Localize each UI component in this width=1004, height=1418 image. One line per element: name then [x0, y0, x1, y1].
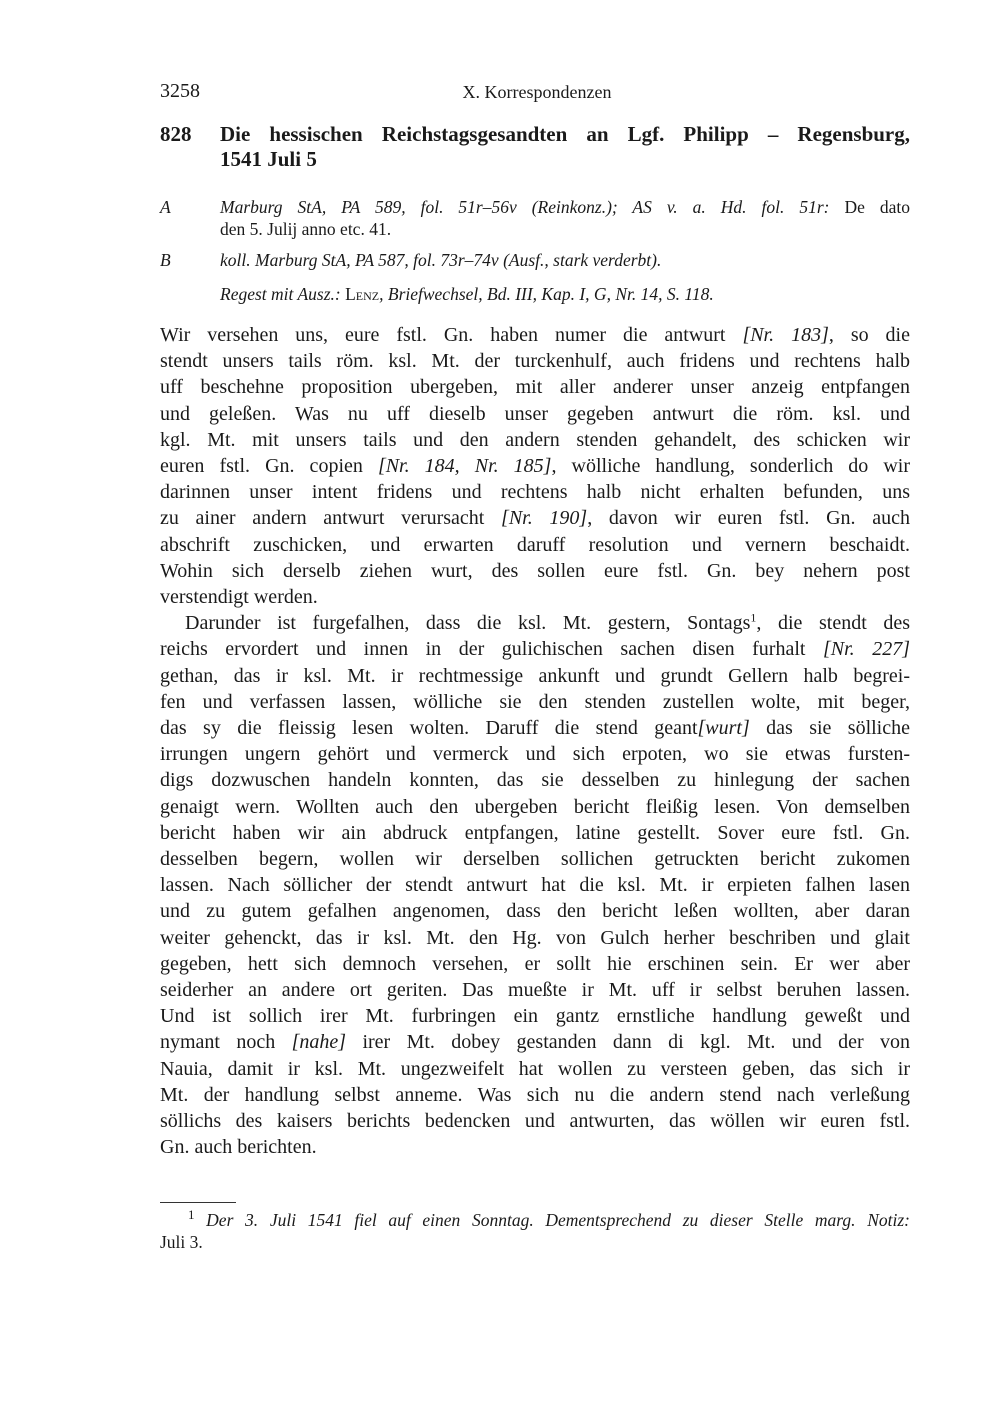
editorial-reference: [nahe]: [291, 1031, 347, 1054]
editorial-reference: [Nr. 183]: [742, 324, 829, 346]
regest-label: Regest mit Ausz.:: [220, 284, 341, 304]
text-segment: uff beschehne proposition ubergeben, mit aller anderer unser anzeig entpfangen: [160, 376, 910, 399]
text-segment: das sy die fleissig lesen wolten. Daruff die stend geant: [160, 717, 698, 740]
footnote-rule: [160, 1202, 236, 1203]
running-head: X. Korrespondenzen: [462, 82, 612, 102]
text-segment: bericht haben wir ain abdruck entpfangen, latine gestellt. Sover eure fstl. Gn.: [160, 821, 910, 844]
editorial-reference: [Nr. 190]: [501, 507, 588, 530]
editorial-reference: [Nr. 184, Nr. 185]: [377, 455, 552, 478]
paragraph: [160, 610, 910, 1160]
text-segment: Wir versehen uns, eure fstl. Gn. haben numer die antwurt: [160, 324, 743, 346]
source-note-cont: den 5. Julij anno etc. 41.: [220, 219, 392, 239]
document-number: 828: [160, 122, 192, 146]
footnote-text-cont: Juli 3.: [160, 1232, 203, 1252]
text-line: [160, 767, 910, 793]
footnote-text: Der 3. Juli 1541 fiel auf einen Sonntag. Dementsprechend zu dieser Stelle marg. Notiz:: [206, 1210, 911, 1230]
text-line: [160, 453, 910, 479]
footnote: [160, 1209, 910, 1253]
text-line: [160, 794, 910, 820]
regest-author: Lenz: [340, 284, 380, 304]
text-segment: gethan, das ir ksl. Mt. ir rechtmessige ankunft und grundt Gellern halb begrei-: [160, 664, 910, 687]
text-line: [160, 925, 910, 951]
text-line: [160, 1082, 910, 1108]
footnote-number: 1: [188, 1207, 195, 1223]
text-segment: euren fstl. Gn. copien: [160, 455, 378, 478]
source-label: A: [160, 197, 171, 217]
text-segment: fen und verfassen lassen, wölliche sie den stenden zustellen wolte, mit beger,: [160, 690, 910, 713]
text-line: [160, 374, 910, 400]
text-line: [160, 977, 910, 1003]
text-segment: stendt unsers tails röm. ksl. Mt. der turckenhulf, auch fridens und rechtens halb: [160, 350, 910, 373]
text-line: [160, 715, 910, 741]
text-line: [160, 322, 910, 348]
text-segment: genaigt wern. Wollten auch den ubergeben bericht fleißig lesen. Von demselben: [160, 795, 910, 818]
text-segment: Wohin sich derselb ziehen wurt, des sollen eure fstl. Gn. bey nehern post: [160, 559, 910, 582]
text-segment: reichs ervordert und innen in der gulichischen sachen disen furhalt: [160, 638, 823, 661]
text-line: [160, 689, 910, 715]
text-segment: Und ist sollich irer Mt. furbringen ein gantz ernstliche handlung geweßt und: [160, 1005, 910, 1028]
text-line: [160, 820, 910, 846]
text-line: [160, 872, 910, 898]
document-title: [220, 122, 910, 172]
text-line: [160, 610, 910, 636]
text-line: [160, 532, 910, 558]
text-segment: , die stendt des: [756, 612, 910, 635]
text-line: [160, 741, 910, 767]
text-line: [160, 1056, 910, 1082]
regest-citation: , Briefwechsel, Bd. III, Kap. I, G, Nr. 14, S. 118.: [379, 284, 714, 304]
text-line: [160, 427, 910, 453]
source-citation: Marburg StA, PA 589, fol. 51r–56v (Reinkonz.); AS v. a. Hd. fol. 51r:: [220, 197, 830, 217]
text-line: [160, 636, 910, 662]
text-segment: söllichs des kaisers berichts bedencken und antwurten, das wöllen wir euren fstl.: [160, 1110, 910, 1133]
title-line-2: 1541 Juli 5: [220, 147, 317, 171]
text-segment: digs dozwuschen handeln konnten, das sie desselben zu hinlegung der sachen: [160, 769, 910, 792]
text-line: [160, 348, 910, 374]
text-line: [160, 663, 910, 689]
text-segment: abschrift zuschicken, und erwarten daruff resolution und vernern beschaidt.: [160, 533, 910, 556]
text-segment: und zu gutem gefalhen angenomen, dass den bericht leßen wollten, aber daran: [160, 900, 910, 923]
text-segment: weiter gehenckt, das ir ksl. Mt. den Hg. von Gulch herher beschriben und glait: [160, 926, 910, 949]
text-segment: , wölliche handlung, sonderlich do wir: [551, 455, 910, 478]
title-line-1: Die hessischen Reichstagsgesandten an Lgf. Philipp – Regensburg,: [220, 122, 910, 146]
text-segment: zu ainer andern antwurt verursacht: [160, 507, 502, 530]
text-segment: irrungen ungern gehört und vermerck und sich erpoten, wo sie etwas fursten-: [160, 743, 910, 766]
text-segment: verstendigt werden.: [160, 586, 318, 609]
text-line: [160, 1029, 910, 1055]
text-line: [160, 1003, 910, 1029]
text-line: [160, 584, 910, 610]
text-line: [160, 558, 910, 584]
text-segment: das sie sölliche: [749, 717, 910, 740]
text-line: [160, 1108, 910, 1134]
text-segment: , davon wir euren fstl. Gn. auch: [587, 507, 910, 530]
text-line: [160, 505, 910, 531]
source-note: De dato: [829, 197, 910, 217]
text-segment: seiderher an andere ort geriten. Das mueßte ir Mt. uff ir selbst beruhen lassen.: [160, 979, 910, 1002]
text-line: [160, 951, 910, 977]
text-segment: lassen. Nach söllicher der stendt antwurt hat die ksl. Mt. ir erpieten falhen lasen: [160, 874, 910, 897]
text-line: [160, 401, 910, 427]
source-text: [220, 196, 910, 240]
text-segment: irer Mt. dobey gestanden dann di kgl. Mt. und der von: [346, 1031, 910, 1054]
source-citation: koll. Marburg StA, PA 587, fol. 73r–74v (Ausf., stark verderbt).: [220, 250, 662, 270]
text-line: [160, 1134, 910, 1160]
text-segment: und geleßen. Was nu uff dieselb unser gegeben antwurt die röm. ksl. und: [160, 402, 910, 425]
editorial-reference: [wurt]: [697, 717, 750, 740]
text-segment: gegeben, hett sich demnoch versehen, er sollt hie erschinen sein. Er wer aber: [160, 952, 910, 975]
letter-body: [160, 322, 910, 1161]
editorial-reference: [Nr. 227]: [822, 638, 910, 661]
text-segment: Gn. auch berichten.: [160, 1136, 317, 1159]
page-number: 3258: [160, 80, 200, 102]
text-segment: darinnen unser intent fridens und rechtens halb nicht erhalten befunden, uns: [160, 481, 910, 504]
text-segment: kgl. Mt. mit unsers tails und den andern stenden gehandelt, des schicken wir: [160, 428, 910, 451]
text-line: [160, 898, 910, 924]
text-segment: Nauia, damit ir ksl. Mt. ungezweifelt hat wollen zu versteen geben, das sich ir: [160, 1057, 910, 1080]
text-line: [160, 846, 910, 872]
text-segment: Darunder ist furgefalhen, dass die ksl. Mt. gestern, Sontags: [185, 612, 751, 635]
footnote-ref: 1: [750, 610, 757, 625]
text-segment: , so die: [828, 324, 910, 346]
text-segment: desselben begern, wollen wir derselben sollichen getruckten bericht zukomen: [160, 848, 910, 871]
text-segment: nymant noch: [160, 1031, 292, 1054]
text-segment: Mt. der handlung selbst anneme. Was sich nu die andern stend nach verleßung: [160, 1083, 910, 1106]
source-label: B: [160, 250, 171, 270]
text-line: [160, 479, 910, 505]
paragraph: [160, 322, 910, 610]
